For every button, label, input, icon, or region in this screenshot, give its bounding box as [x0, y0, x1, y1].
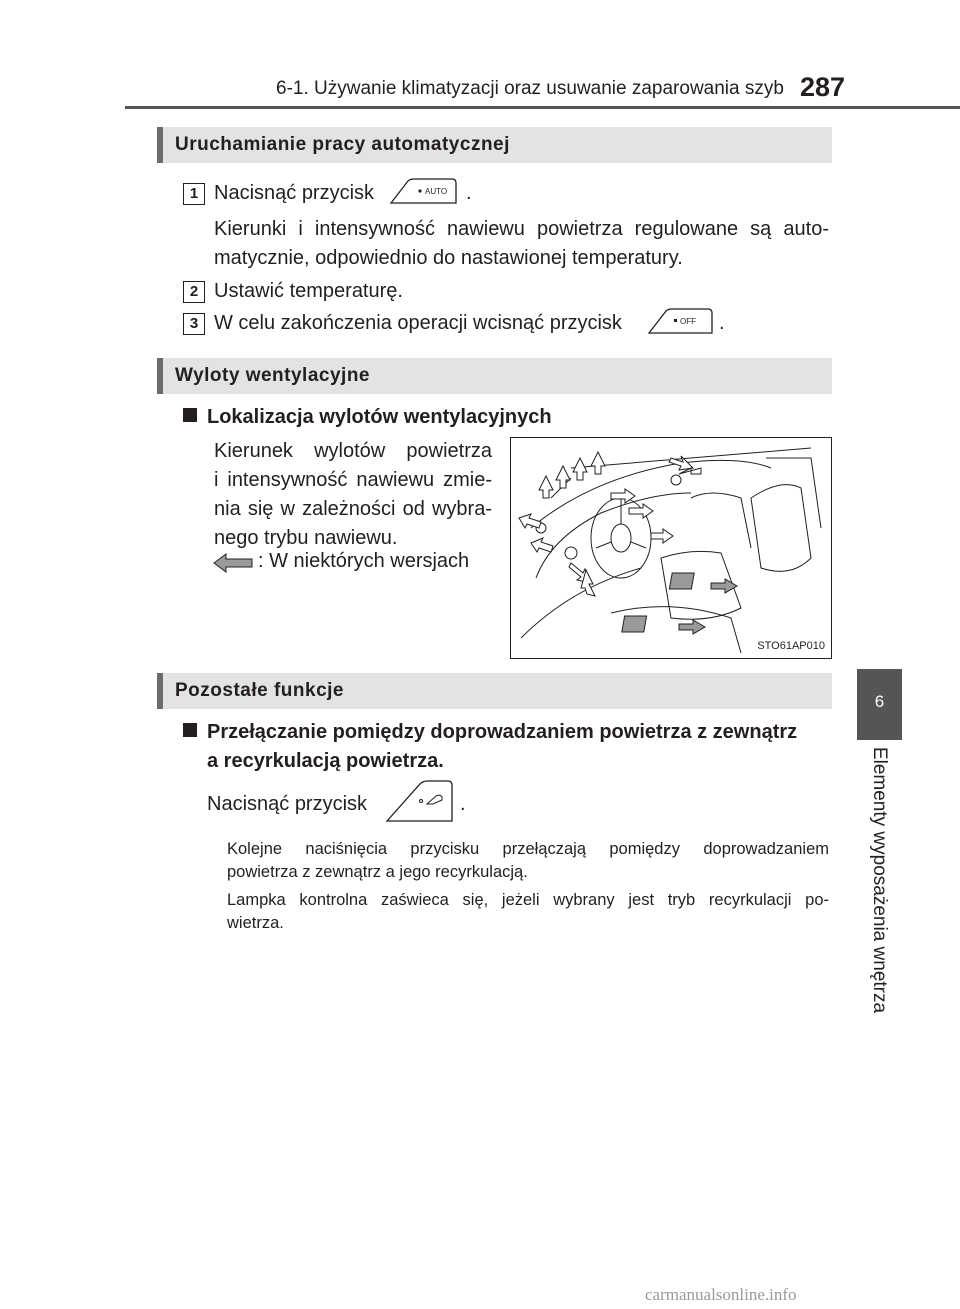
off-button-icon [646, 306, 716, 336]
step-number: 3 [183, 313, 205, 335]
press-text: Nacisnąć przycisk [207, 793, 368, 815]
car-interior-drawing [511, 438, 831, 658]
subheading-text: Lokalizacja wylotów wentylacyjnych [207, 406, 552, 428]
step-note: Kierunki i intensywność nawiewu powietrza regulowane są auto- [214, 218, 829, 240]
vents-paragraph: Kierunek wylotów powietrza [214, 440, 492, 462]
watermark: carmanualsonline.info [645, 1285, 797, 1304]
step-text: Ustawić temperaturę. [214, 280, 403, 302]
vent-arrow-legend-icon [212, 552, 254, 574]
step-note: matycznie, odpowiednio do nastawionej temperatury. [214, 247, 683, 269]
chapter-side-label-text: Elementy wyposażenia wnętrza [869, 746, 890, 1014]
section-heading-other [157, 673, 832, 709]
auto-button-label: AUTO [425, 187, 448, 196]
auto-button-icon [388, 176, 460, 206]
punctuation: . [466, 182, 472, 204]
recirculation-button-icon [384, 778, 456, 824]
section-heading-auto [157, 127, 832, 163]
note-text: wietrza. [227, 914, 284, 932]
note-text: Kolejne naciśnięcia przycisku przełączają pomiędzy doprowadzaniem [227, 840, 829, 858]
punctuation: . [460, 793, 466, 815]
note-text: Lampka kontrolna zaświeca się, jeżeli wybrany jest tryb recyrkulacji po- [227, 891, 829, 909]
section-heading-vents [157, 358, 832, 394]
header-rule [125, 106, 960, 109]
step-text: W celu zakończenia operacji wcisnąć przycisk [214, 312, 622, 334]
section-heading-text: Wyloty wentylacyjne [175, 365, 370, 386]
vents-paragraph: nia się w zależności od wybra- [214, 498, 492, 520]
punctuation: . [719, 312, 725, 334]
bullet-square-icon [183, 408, 197, 422]
step-number: 2 [183, 281, 205, 303]
illustration-code: STO61AP010 [757, 640, 825, 652]
chapter-tab: 6 [857, 669, 902, 740]
chapter-side-label [858, 740, 900, 1020]
vents-paragraph: i intensywność nawiewu zmie- [214, 469, 492, 491]
step-text: Nacisnąć przycisk [214, 182, 375, 204]
vents-paragraph: nego trybu nawiewu. [214, 527, 398, 549]
running-header: 6-1. Używanie klimatyzacji oraz usuwanie zaparowania szyb [276, 78, 784, 99]
subheading-recirc-cont: a recyrkulacją powietrza. [207, 750, 444, 772]
subheading-vents [183, 402, 552, 432]
note-text: powietrza z zewnątrz a jego recyrkulacją. [227, 863, 528, 881]
page-number: 287 [800, 72, 846, 102]
bullet-square-icon [183, 723, 197, 737]
off-button-label: OFF [680, 317, 696, 326]
section-heading-text: Uruchamianie pracy automatycznej [175, 134, 510, 155]
vents-illustration [510, 437, 832, 659]
legend-text: : W niektórych wersjach [258, 550, 470, 572]
section-heading-text: Pozostałe funkcje [175, 680, 344, 701]
subheading-recirc [183, 717, 833, 747]
subheading-text: Przełączanie pomiędzy doprowadzaniem powietrza z zewnątrz [207, 721, 798, 743]
step-number: 1 [183, 183, 205, 205]
